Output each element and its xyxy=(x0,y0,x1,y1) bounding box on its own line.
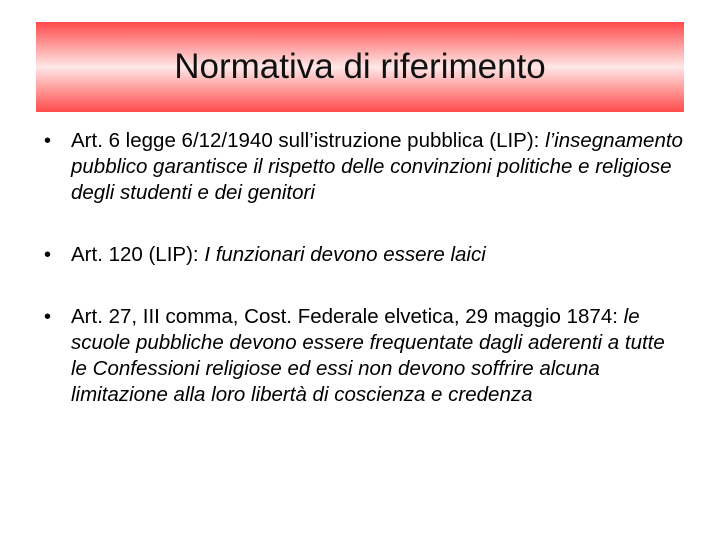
slide-title: Normativa di riferimento xyxy=(174,47,546,86)
bullet-marker: • xyxy=(44,244,52,266)
bullet-lead-text: Art. 120 (LIP): xyxy=(71,243,205,266)
bullet-list xyxy=(36,128,686,432)
bullet-marker: • xyxy=(44,306,52,328)
bullet-item xyxy=(36,304,686,408)
title-banner xyxy=(36,22,684,112)
bullet-marker: • xyxy=(44,130,52,152)
bullet-quote-text: I funzionari devono essere laici xyxy=(204,243,486,266)
bullet-item xyxy=(36,242,686,268)
bullet-lead-text: Art. 6 legge 6/12/1940 sull’istruzione pubblica (LIP): xyxy=(71,129,546,152)
bullet-quote-text: l’insegnamento pubblico garantisce il rispetto delle convinzioni politiche e religiose degli studenti e dei genitori xyxy=(71,129,683,204)
bullet-item xyxy=(36,128,686,206)
bullet-quote-text: le scuole pubbliche devono essere frequentate dagli aderenti a tutte le Confessioni religiose ed essi non devono soffrire alcuna limitazione alla loro libertà di coscienza e credenza xyxy=(71,305,665,406)
bullet-lead-text: Art. 27, III comma, Cost. Federale elvetica, 29 maggio 1874: xyxy=(71,305,624,328)
